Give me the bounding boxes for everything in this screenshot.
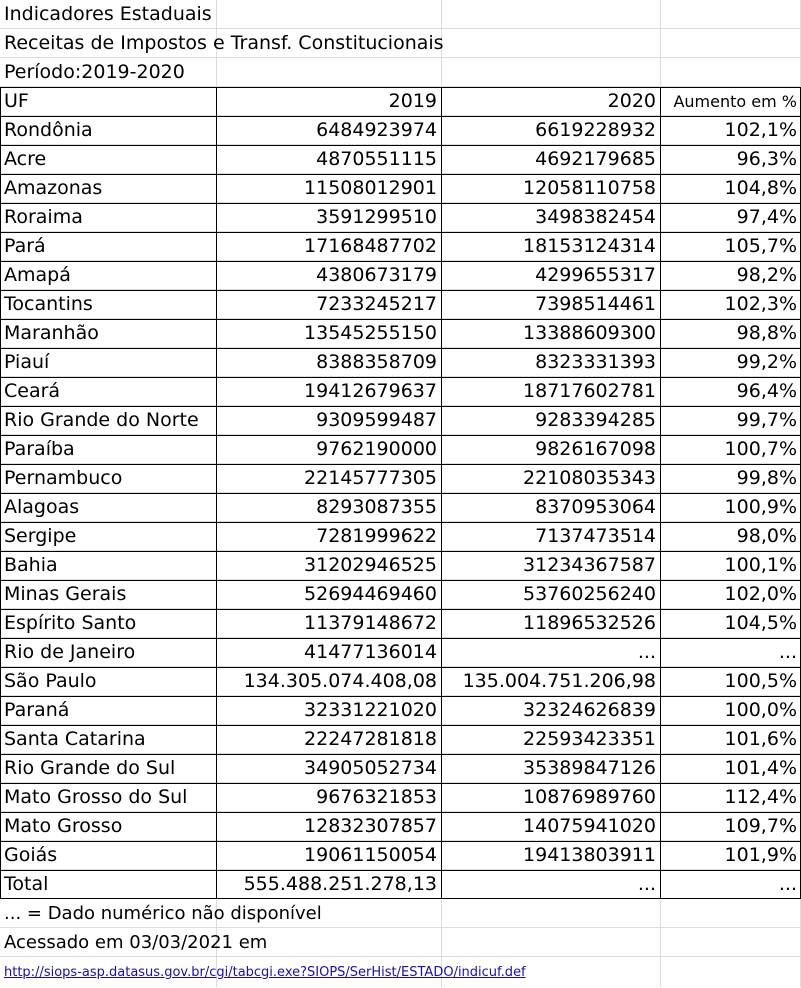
table-row (0, 232, 801, 261)
cell-2019[interactable]: 19061150054 (304, 844, 437, 866)
cell-aumento[interactable]: 96,3% (736, 148, 797, 170)
cell-2019[interactable]: 31202946525 (304, 554, 437, 576)
cell-uf[interactable]: Pará (4, 235, 46, 257)
cell-2019[interactable]: 6484923974 (316, 119, 437, 141)
cell-aumento[interactable]: 99,7% (736, 409, 797, 431)
table-border-h (0, 464, 801, 465)
cell-aumento[interactable]: ... (778, 641, 797, 663)
cell-aumento[interactable]: 100,7% (724, 438, 797, 460)
footer-note: ... = Dado numérico não disponível (4, 903, 322, 924)
cell-2019[interactable]: 52694469460 (304, 583, 437, 605)
title-row-3[interactable] (0, 58, 801, 87)
source-link[interactable]: http://siops-asp.datasus.gov.br/cgi/tabcgi.exe?SIOPS/SerHist/ESTADO/indicuf.def (4, 965, 526, 980)
table-border-h (0, 696, 801, 697)
cell-2020[interactable]: 35389847126 (523, 757, 656, 779)
cell-2019[interactable]: 19412679637 (304, 380, 437, 402)
table-row (0, 812, 801, 841)
cell-uf[interactable]: Espírito Santo (4, 612, 137, 634)
table-border-h (0, 348, 801, 349)
header-aumento[interactable]: Aumento em % (673, 92, 797, 111)
title-row-2[interactable] (0, 29, 801, 58)
cell-aumento[interactable]: 98,0% (736, 525, 797, 547)
cell-2019[interactable]: 7281999622 (316, 525, 437, 547)
cell-2019[interactable]: 8293087355 (316, 496, 437, 518)
cell-uf[interactable]: Pernambuco (4, 467, 123, 489)
table-border-h (0, 435, 801, 436)
cell-aumento[interactable]: 109,7% (724, 815, 797, 837)
cell-2020[interactable]: 3498382454 (535, 206, 656, 228)
cell-aumento[interactable]: 102,0% (724, 583, 797, 605)
table-header-row (0, 87, 801, 116)
table-border-h (0, 87, 801, 88)
cell-2019[interactable]: 3591299510 (316, 206, 437, 228)
table-row (0, 377, 801, 406)
cell-2019[interactable]: 41477136014 (304, 641, 437, 663)
total-row (0, 870, 801, 899)
cell-2020[interactable]: 6619228932 (535, 119, 656, 141)
table-border-v (441, 87, 442, 899)
cell-2019[interactable]: 11508012901 (304, 177, 437, 199)
cell-2019[interactable]: 555.488.251.278,13 (243, 873, 437, 895)
cell-aumento[interactable]: 100,0% (724, 699, 797, 721)
cell-2019[interactable]: 8388358709 (316, 351, 437, 373)
cell-aumento[interactable]: 99,2% (736, 351, 797, 373)
table-row (0, 493, 801, 522)
cell-2019[interactable]: 22145777305 (304, 467, 437, 489)
cell-aumento[interactable]: 99,8% (736, 467, 797, 489)
table-border-left (0, 87, 1, 899)
cell-uf[interactable]: Minas Gerais (4, 583, 127, 605)
table-row (0, 348, 801, 377)
cell-aumento[interactable]: 100,1% (724, 554, 797, 576)
table-border-v (660, 87, 661, 899)
table-row (0, 638, 801, 667)
cell-2020[interactable]: 12058110758 (523, 177, 656, 199)
cell-2019[interactable]: 11379148672 (304, 612, 437, 634)
table-border-h (0, 667, 801, 668)
table-border-h (0, 754, 801, 755)
cell-2019[interactable]: 32331221020 (304, 699, 437, 721)
table-row (0, 261, 801, 290)
table-border-h (0, 522, 801, 523)
table-border-h (0, 145, 801, 146)
cell-2020[interactable]: 8323331393 (535, 351, 656, 373)
cell-uf[interactable]: São Paulo (4, 670, 97, 692)
cell-uf[interactable]: Mato Grosso do Sul (4, 786, 188, 808)
cell-aumento[interactable]: 105,7% (724, 235, 797, 257)
table-row (0, 464, 801, 493)
cell-uf[interactable]: Rio de Janeiro (4, 641, 136, 663)
cell-aumento[interactable]: 98,8% (736, 322, 797, 344)
cell-2020[interactable]: 4299655317 (535, 264, 656, 286)
cell-uf[interactable]: Santa Catarina (4, 728, 146, 750)
cell-uf[interactable]: Roraima (4, 206, 83, 228)
header-uf[interactable]: UF (4, 90, 29, 112)
cell-2019[interactable]: 9309599487 (316, 409, 437, 431)
cell-uf[interactable]: Rondônia (4, 119, 93, 141)
cell-uf[interactable]: Maranhão (4, 322, 99, 344)
table-border-h (0, 116, 801, 117)
cell-uf[interactable]: Rio Grande do Sul (4, 757, 176, 779)
cell-uf[interactable]: Paraná (4, 699, 70, 721)
cell-2020[interactable]: 13388609300 (523, 322, 656, 344)
cell-2020[interactable]: 7398514461 (535, 293, 656, 315)
cell-aumento[interactable]: 100,5% (724, 670, 797, 692)
cell-aumento[interactable]: 112,4% (724, 786, 797, 808)
cell-2020[interactable]: 22593423351 (523, 728, 656, 750)
table-border-h (0, 232, 801, 233)
cell-2019[interactable]: 12832307857 (304, 815, 437, 837)
cell-uf[interactable]: Sergipe (4, 525, 77, 547)
period-label: Período:2019-2020 (4, 61, 185, 83)
table-border-h (0, 319, 801, 320)
cell-2020[interactable]: 18717602781 (523, 380, 656, 402)
cell-2019[interactable]: 9762190000 (316, 438, 437, 460)
cell-2020[interactable]: 4692179685 (535, 148, 656, 170)
table-row (0, 290, 801, 319)
cell-aumento[interactable]: 101,6% (724, 728, 797, 750)
table-border-h (0, 203, 801, 204)
cell-2020[interactable]: 18153124314 (523, 235, 656, 257)
table-row (0, 203, 801, 232)
table-row (0, 145, 801, 174)
cell-uf[interactable]: Mato Grosso (4, 815, 123, 837)
footer-note-row[interactable] (0, 899, 801, 928)
table-border-h (0, 609, 801, 610)
cell-2019[interactable]: 22247281818 (304, 728, 437, 750)
cell-aumento[interactable]: 104,8% (724, 177, 797, 199)
sheet-title: Indicadores Estaduais (4, 3, 212, 25)
table-row (0, 609, 801, 638)
cell-2020[interactable]: 32324626839 (523, 699, 656, 721)
cell-uf[interactable]: Paraíba (4, 438, 75, 460)
cell-2020[interactable]: 135.004.751.206,98 (462, 670, 656, 692)
table-row (0, 783, 801, 812)
cell-2020[interactable]: 22108035343 (523, 467, 656, 489)
cell-uf[interactable]: Alagoas (4, 496, 80, 518)
cell-2019[interactable]: 4380673179 (316, 264, 437, 286)
title-row-1[interactable] (0, 0, 801, 29)
cell-uf[interactable]: Goiás (4, 844, 58, 866)
cell-uf[interactable]: Acre (4, 148, 47, 170)
table-border-h (0, 174, 801, 175)
cell-2020[interactable]: 10876989760 (523, 786, 656, 808)
cell-2020[interactable]: 7137473514 (535, 525, 656, 547)
cell-uf[interactable]: Amazonas (4, 177, 103, 199)
table-border-h (0, 377, 801, 378)
table-border-h (0, 898, 801, 899)
cell-aumento[interactable]: 97,4% (736, 206, 797, 228)
cell-2020[interactable]: 9283394285 (535, 409, 656, 431)
header-2020[interactable]: 2020 (607, 90, 656, 112)
table-border-h (0, 551, 801, 552)
table-row (0, 580, 801, 609)
table-row (0, 754, 801, 783)
cell-uf[interactable]: Ceará (4, 380, 61, 402)
table-border-v (216, 87, 217, 899)
cell-uf[interactable]: Total (4, 873, 49, 895)
sheet-subtitle: Receitas de Impostos e Transf. Constitucionais (4, 32, 444, 54)
table-border-h (0, 261, 801, 262)
cell-2019[interactable]: 9676321853 (316, 786, 437, 808)
cell-2020[interactable]: 11896532526 (523, 612, 656, 634)
cell-2020[interactable]: 14075941020 (523, 815, 656, 837)
cell-uf[interactable]: Rio Grande do Norte (4, 409, 199, 431)
cell-2019[interactable]: 13545255150 (304, 322, 437, 344)
cell-2020[interactable]: 19413803911 (523, 844, 656, 866)
table-row (0, 522, 801, 551)
table-row (0, 406, 801, 435)
cell-2019[interactable]: 17168487702 (304, 235, 437, 257)
footer-link-row (0, 957, 801, 987)
cell-2019[interactable]: 7233245217 (316, 293, 437, 315)
table-row (0, 696, 801, 725)
cell-aumento[interactable]: 100,9% (724, 496, 797, 518)
footer-accessed-row[interactable] (0, 928, 801, 957)
table-border-h (0, 290, 801, 291)
table-row (0, 435, 801, 464)
cell-aumento[interactable]: ... (778, 873, 797, 895)
cell-2020[interactable]: ... (637, 641, 656, 663)
cell-2019[interactable]: 4870551115 (316, 148, 437, 170)
cell-2020[interactable]: 9826167098 (535, 438, 656, 460)
cell-2020[interactable]: 31234367587 (523, 554, 656, 576)
cell-2019[interactable]: 134.305.074.408,08 (243, 670, 437, 692)
cell-aumento[interactable]: 98,2% (736, 264, 797, 286)
table-row (0, 116, 801, 145)
header-2019[interactable]: 2019 (388, 90, 437, 112)
table-row (0, 667, 801, 696)
cell-uf[interactable]: Piauí (4, 351, 50, 373)
table-row (0, 174, 801, 203)
cell-2020[interactable]: ... (637, 873, 656, 895)
table-border-h (0, 841, 801, 842)
table-border-h (0, 493, 801, 494)
table-border-h (0, 638, 801, 639)
cell-aumento[interactable]: 102,1% (724, 119, 797, 141)
cell-2019[interactable]: 34905052734 (304, 757, 437, 779)
cell-uf[interactable]: Amapá (4, 264, 71, 286)
table-row (0, 841, 801, 870)
cell-aumento[interactable]: 101,9% (724, 844, 797, 866)
table-row (0, 551, 801, 580)
table-border-h (0, 812, 801, 813)
table-border-h (0, 725, 801, 726)
cell-aumento[interactable]: 101,4% (724, 757, 797, 779)
cell-aumento[interactable]: 96,4% (736, 380, 797, 402)
table-border-h (0, 870, 801, 871)
table-row (0, 725, 801, 754)
table-border-h (0, 406, 801, 407)
cell-aumento[interactable]: 104,5% (724, 612, 797, 634)
cell-uf[interactable]: Tocantins (4, 293, 93, 315)
cell-aumento[interactable]: 102,3% (724, 293, 797, 315)
footer-accessed: Acessado em 03/03/2021 em (4, 932, 268, 953)
cell-2020[interactable]: 8370953064 (535, 496, 656, 518)
table-row (0, 319, 801, 348)
table-border-h (0, 580, 801, 581)
cell-uf[interactable]: Bahia (4, 554, 58, 576)
cell-2020[interactable]: 53760256240 (523, 583, 656, 605)
table-border-h (0, 783, 801, 784)
